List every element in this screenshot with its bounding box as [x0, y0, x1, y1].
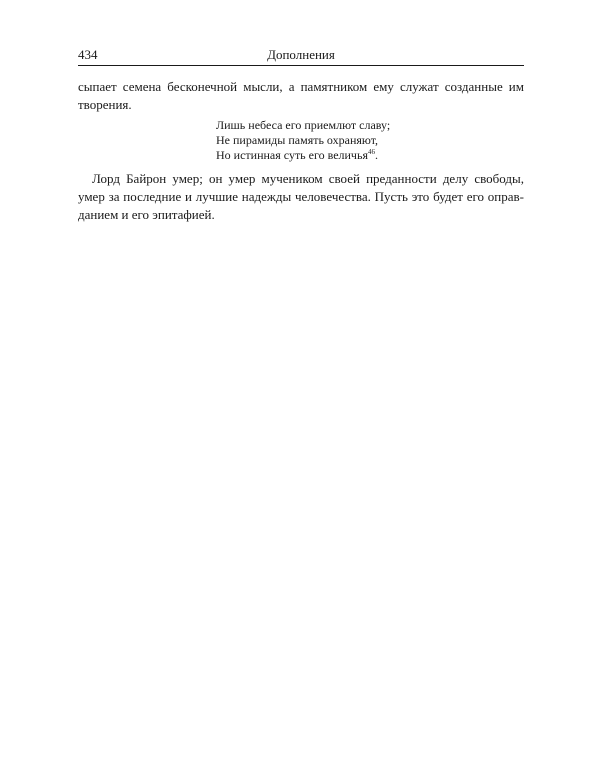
text-line: умер за последние и лучшие надежды человечества. Пусть это будет его оправ-: [78, 189, 524, 204]
running-head: [78, 47, 524, 67]
verse-punctuation: .: [374, 148, 378, 162]
body-paragraph: [78, 170, 524, 224]
verse-line: Лишь небеса его приемлют славу;: [216, 118, 391, 132]
footnote-reference[interactable]: 46: [367, 148, 375, 156]
continuation-paragraph: [78, 78, 524, 114]
page-number: 434: [78, 47, 98, 62]
text-line: сыпает семена бесконечной мысли, а памятником ему служат созданные им: [78, 79, 524, 94]
verse-line: [216, 148, 390, 163]
header-rule: [78, 65, 524, 66]
text-line: творения.: [78, 97, 132, 112]
text-line: Лорд Байрон умер; он умер мучеником своей преданности делу свободы,: [92, 171, 524, 186]
verse-line: Не пирамиды память охраняют,: [216, 133, 379, 147]
verse-line-text: Но истинная суть его величья: [216, 148, 368, 162]
section-title: Дополнения: [267, 47, 335, 62]
poem-quote: [216, 118, 390, 163]
text-line: данием и его эпитафией.: [78, 207, 215, 222]
